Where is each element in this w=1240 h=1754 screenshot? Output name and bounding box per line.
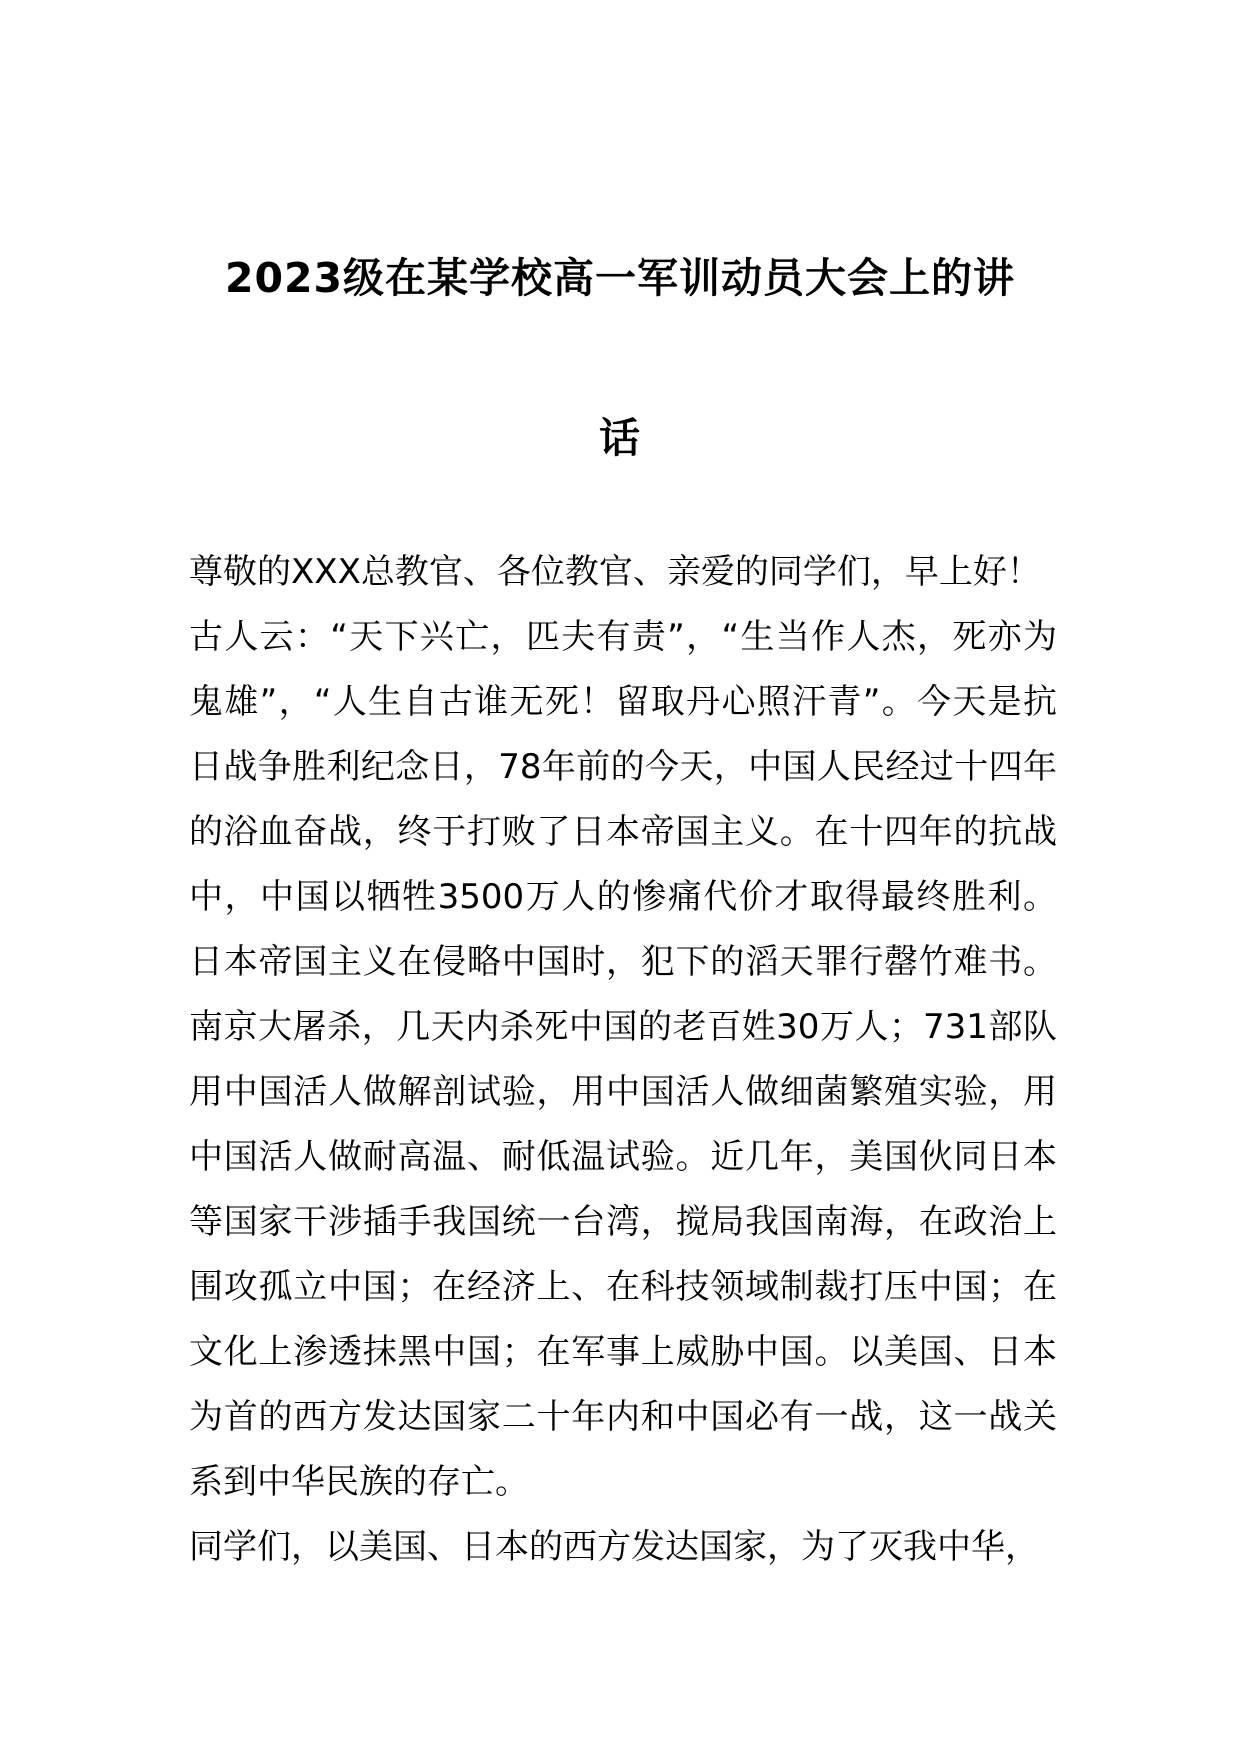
document-body bbox=[189, 540, 1057, 1580]
paragraph-greeting: 尊敬的XXX总教官、各位教官、亲爱的同学们，早上好！ bbox=[189, 552, 1041, 592]
document-title bbox=[150, 198, 1090, 518]
title-line-1: 2023级在某学校高一军训动员大会上的讲 bbox=[224, 254, 1016, 302]
paragraph-continuation: 同学们，以美国、日本的西方发达国家，为了灭我中华， bbox=[189, 1527, 1039, 1567]
paragraph-history: 古人云：“天下兴亡，匹夫有责”，“生当作人杰，死亦为鬼雄”，“人生自古谁无死！留取丹心照汗青”。今天是抗日战争胜利纪念日，78年前的今天，中国人民经过十四年的浴血奋战，终于打败了日本帝国主义。在十四年的抗战中，中国以牺牲3500万人的惨痛代价才取得最终胜利。日本帝国主义在侵略中国时，犯下的滔天罪行罄竹难书。南京大屠杀，几天内杀死中国的老百姓30万人；731部队用中国活人做解剖试验，用中国活人做细菌繁殖实验，用中国活人做耐高温、耐低温试验。近几年，美国伙同日本等国家干涉插手我国统一台湾，搅局我国南海，在政治上围攻孤立中国；在经济上、在科技领域制裁打压中国；在文化上渗透抹黑中国；在军事上威胁中国。以美国、日本为首的西方发达国家二十年内和中国必有一战，这一战关系到中华民族的存亡。 bbox=[189, 617, 1057, 1502]
title-line-2: 话 bbox=[599, 414, 641, 462]
